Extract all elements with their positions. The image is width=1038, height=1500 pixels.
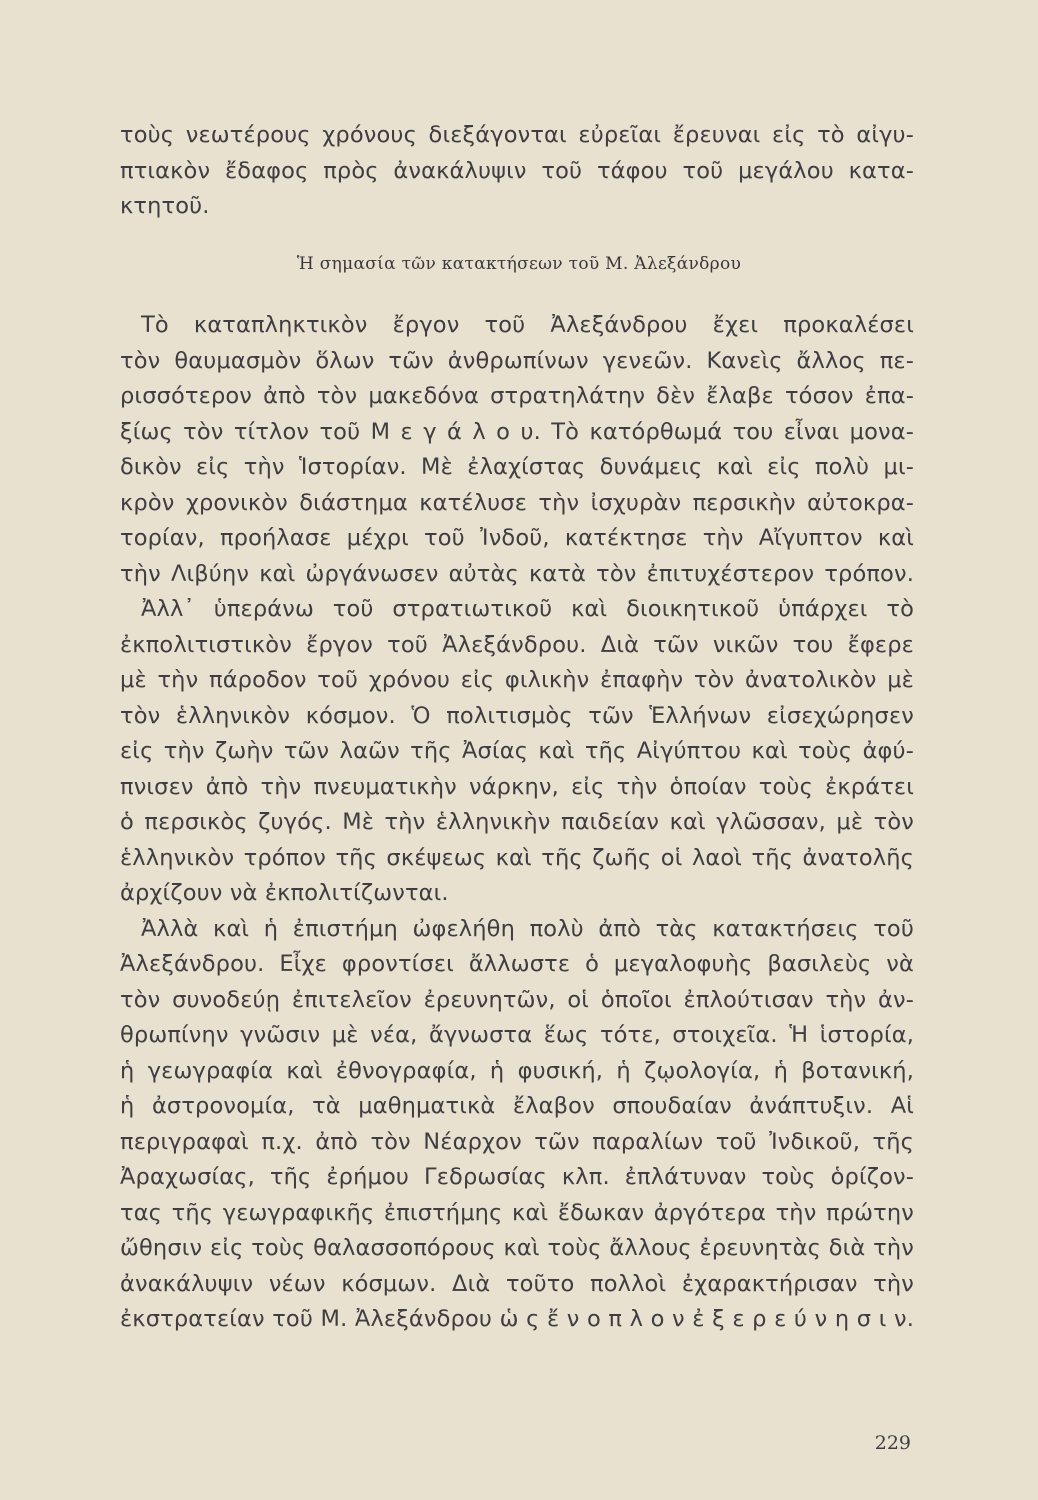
- text-line: τὸν θαυμασμὸν ὅλων τῶν ἀνθρωπίνων γενεῶν. Κανεὶς ἄλλος πε-: [120, 347, 914, 374]
- text-line: ἐκπολιτιστικὸν ἔργον τοῦ Ἀλεξάνδρου. Διὰ τῶν νικῶν του ἔφερε: [120, 631, 914, 658]
- text-line: εἰς τὴν ζωὴν τῶν λαῶν τῆς Ἀσίας καὶ τῆς Αἰγύπτου καὶ τοὺς ἀφύ-: [120, 738, 914, 764]
- text-line: Ἀλλὰ καὶ ἡ ἐπιστήμη ὠφελήθη πολὺ ἀπὸ τὰς κατακτήσεις τοῦ: [141, 915, 914, 942]
- text-line: τορίαν, προήλασε μέχρι τοῦ Ἰνδοῦ, κατέκτησε τὴν Αἴγυπτον καὶ: [120, 525, 914, 551]
- section-heading: Ἡ σημασία τῶν κατακτήσεων τοῦ Μ. Ἀλεξάνδρου: [296, 254, 742, 274]
- text-line: ἐκστρατείαν τοῦ Μ. Ἀλεξάνδρου ὡ ς ἔ ν ο π λ ο ν ἐ ξ ε ρ ε ύ ν η σ ι ν.: [120, 1306, 914, 1332]
- text-line: τὸν συνοδεύῃ ἐπιτελεῖον ἐρευνητῶν, οἱ ὁποῖοι ἐπλούτισαν τὴν ἀν-: [120, 986, 914, 1013]
- text-line: κρὸν χρονικὸν διάστημα κατέλυσε τὴν ἰσχυρὰν περσικὴν αὐτοκρα-: [120, 489, 914, 516]
- text-line: ἀρχίζουν νὰ ἐκπολιτίζωνται.: [120, 880, 449, 906]
- text-line: ρισσότερον ἀπὸ τὸν μακεδόνα στρατηλάτην δὲν ἔλαβε τόσον ἐπα-: [120, 383, 914, 409]
- text-line: πτιακὸν ἔδαφος πρὸς ἀνακάλυψιν τοῦ τάφου τοῦ μεγάλου κατα-: [120, 157, 914, 184]
- text-line: Τὸ καταπληκτικὸν ἔργον τοῦ Ἀλεξάνδρου ἔχει προκαλέσει: [141, 312, 914, 338]
- text-line: ὤθησιν εἰς τοὺς θαλασσοπόρους καὶ τοὺς ἄλλους ἐρευνητὰς διὰ τὴν: [120, 1235, 914, 1261]
- text-line: τας τῆς γεωγραφικῆς ἐπιστήμης καὶ ἔδωκαν ἀργότερα τὴν πρώτην: [120, 1199, 914, 1226]
- text-line: Ἀραχωσίας, τῆς ἐρήμου Γεδρωσίας κλπ. ἐπλάτυναν τοὺς ὁρίζον-: [120, 1164, 914, 1190]
- text-line: ξίως τὸν τίτλον τοῦ Μ ε γ ά λ ο υ. Τὸ κατόρθωμά του εἶναι μονα-: [120, 418, 914, 445]
- text-line: μὲ τὴν πάροδον τοῦ χρόνου εἰς φιλικὴν ἐπαφὴν τὸν ἀνατολικὸν μὲ: [120, 667, 914, 693]
- text-line: δικὸν εἰς τὴν Ἱστορίαν. Μὲ ἐλαχίστας δυνάμεις καὶ εἰς πολὺ μι-: [120, 454, 914, 480]
- text-line: ἡ ἀστρονομία, τὰ μαθηματικὰ ἔλαβον σπουδαίαν ἀνάπτυξιν. Αἱ: [120, 1093, 914, 1119]
- text-line: ἀνακάλυψιν νέων κόσμων. Διὰ τοῦτο πολλοὶ ἐχαρακτήρισαν τὴν: [120, 1270, 914, 1297]
- text-line: ἑλληνικὸν τρόπον τῆς σκέψεως καὶ τῆς ζωῆς οἱ λαοὶ τῆς ἀνατολῆς: [120, 844, 914, 871]
- text-line: ἡ γεωγραφία καὶ ἐθνογραφία, ἡ φυσική, ἡ ζῳολογία, ἡ βοτανική,: [120, 1057, 914, 1084]
- text-line: τὸν ἑλληνικὸν κόσμον. Ὁ πολιτισμὸς τῶν Ἑλλήνων εἰσεχώρησεν: [120, 702, 914, 729]
- text-line: τοὺς νεωτέρους χρόνους διεξάγονται εὐρεῖαι ἔρευναι εἰς τὸ αἰγυ-: [120, 122, 914, 148]
- text-line: περιγραφαὶ π.χ. ἀπὸ τὸν Νέαρχον τῶν παραλίων τοῦ Ἰνδικοῦ, τῆς: [120, 1128, 914, 1155]
- text-line: κτητοῦ.: [120, 193, 210, 219]
- text-line: Ἀλλ᾽ ὑπεράνω τοῦ στρατιωτικοῦ καὶ διοικητικοῦ ὑπάρχει τὸ: [141, 596, 914, 622]
- intro-paragraph: [120, 118, 914, 225]
- text-line: θρωπίνην γνῶσιν μὲ νέα, ἄγνωστα ἕως τότε, στοιχεῖα. Ἡ ἱστορία,: [120, 1022, 914, 1048]
- text-line: πνισεν ἀπὸ τὴν πνευματικὴν νάρκην, εἰς τὴν ὁποίαν τοὺς ἐκράτει: [120, 773, 914, 800]
- text-line: ὁ περσικὸς ζυγός. Μὲ τὴν ἑλληνικὴν παιδείαν καὶ γλῶσσαν, μὲ τὸν: [120, 809, 914, 835]
- text-line: τὴν Λιβύην καὶ ὠργάνωσεν αὐτὰς κατὰ τὸν ἐπιτυχέστερον τρόπον.: [120, 560, 914, 587]
- page-number: 229: [874, 1432, 911, 1454]
- text-line: Ἀλεξάνδρου. Εἶχε φροντίσει ἄλλωστε ὁ μεγαλοφυὴς βασιλεὺς νὰ: [120, 951, 914, 977]
- body-text: [120, 308, 914, 1338]
